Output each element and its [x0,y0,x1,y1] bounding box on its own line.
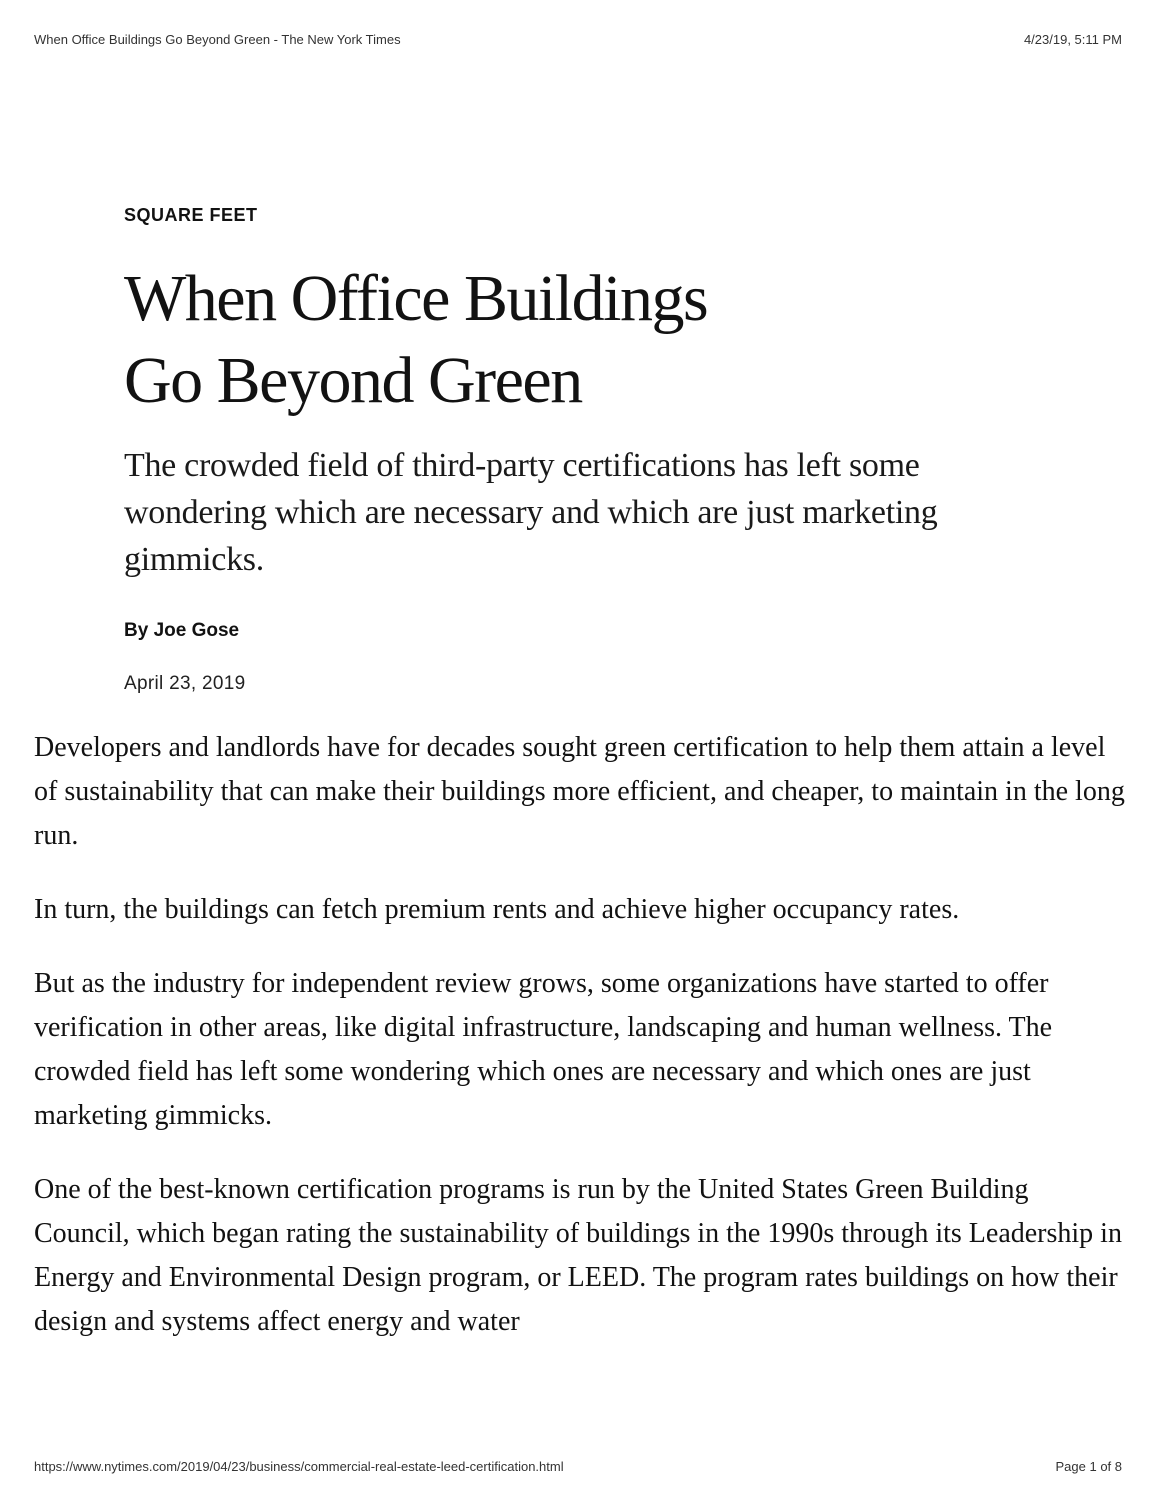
section-kicker[interactable]: SQUARE FEET [124,205,258,225]
print-header [34,32,1122,50]
article-date: April 23, 2019 [124,673,246,694]
headline-line-2: Go Beyond Green [124,344,582,417]
print-header-timestamp: 4/23/19, 5:11 PM [1023,32,1122,47]
body-paragraph: But as the industry for independent review grows, some organizations have started to offer verification in other areas, like digital infrastructure, landscaping and human wellness. The crowded field has left some wondering which ones are necessary and which ones are just marketing gimmicks. [34,968,1053,1131]
body-paragraph: Developers and landlords have for decades sought green certification to help them attain a level of sustainability that can make their buildings more efficient, and cheaper, to maintain in the long run. [34,732,1125,851]
print-footer-page-number: Page 1 of 8 [1055,1459,1122,1474]
body-paragraph: One of the best-known certification programs is run by the United States Green Building Council, which began rating the sustainability of buildings in the 1990s through its Leadership in Energy and Environmental Design program, or LEED. The program rates buildings on how their design and systems affect energy and water [34,1174,1122,1337]
body-paragraph: In turn, the buildings can fetch premium rents and achieve higher occupancy rates. [34,894,960,925]
print-header-title: When Office Buildings Go Beyond Green - The New York Times [34,32,401,47]
print-footer [34,1459,1122,1477]
article-byline[interactable]: By Joe Gose [124,620,240,641]
print-footer-url: https://www.nytimes.com/2019/04/23/business/commercial-real-estate-leed-certification.html [34,1459,564,1474]
article-body [34,726,1128,1374]
article-summary: The crowded field of third-party certifications has left some wondering which are necessary and which are just marketing gimmicks. [124,447,938,578]
article-headline [124,258,1024,422]
headline-line-1: When Office Buildings [124,262,708,335]
